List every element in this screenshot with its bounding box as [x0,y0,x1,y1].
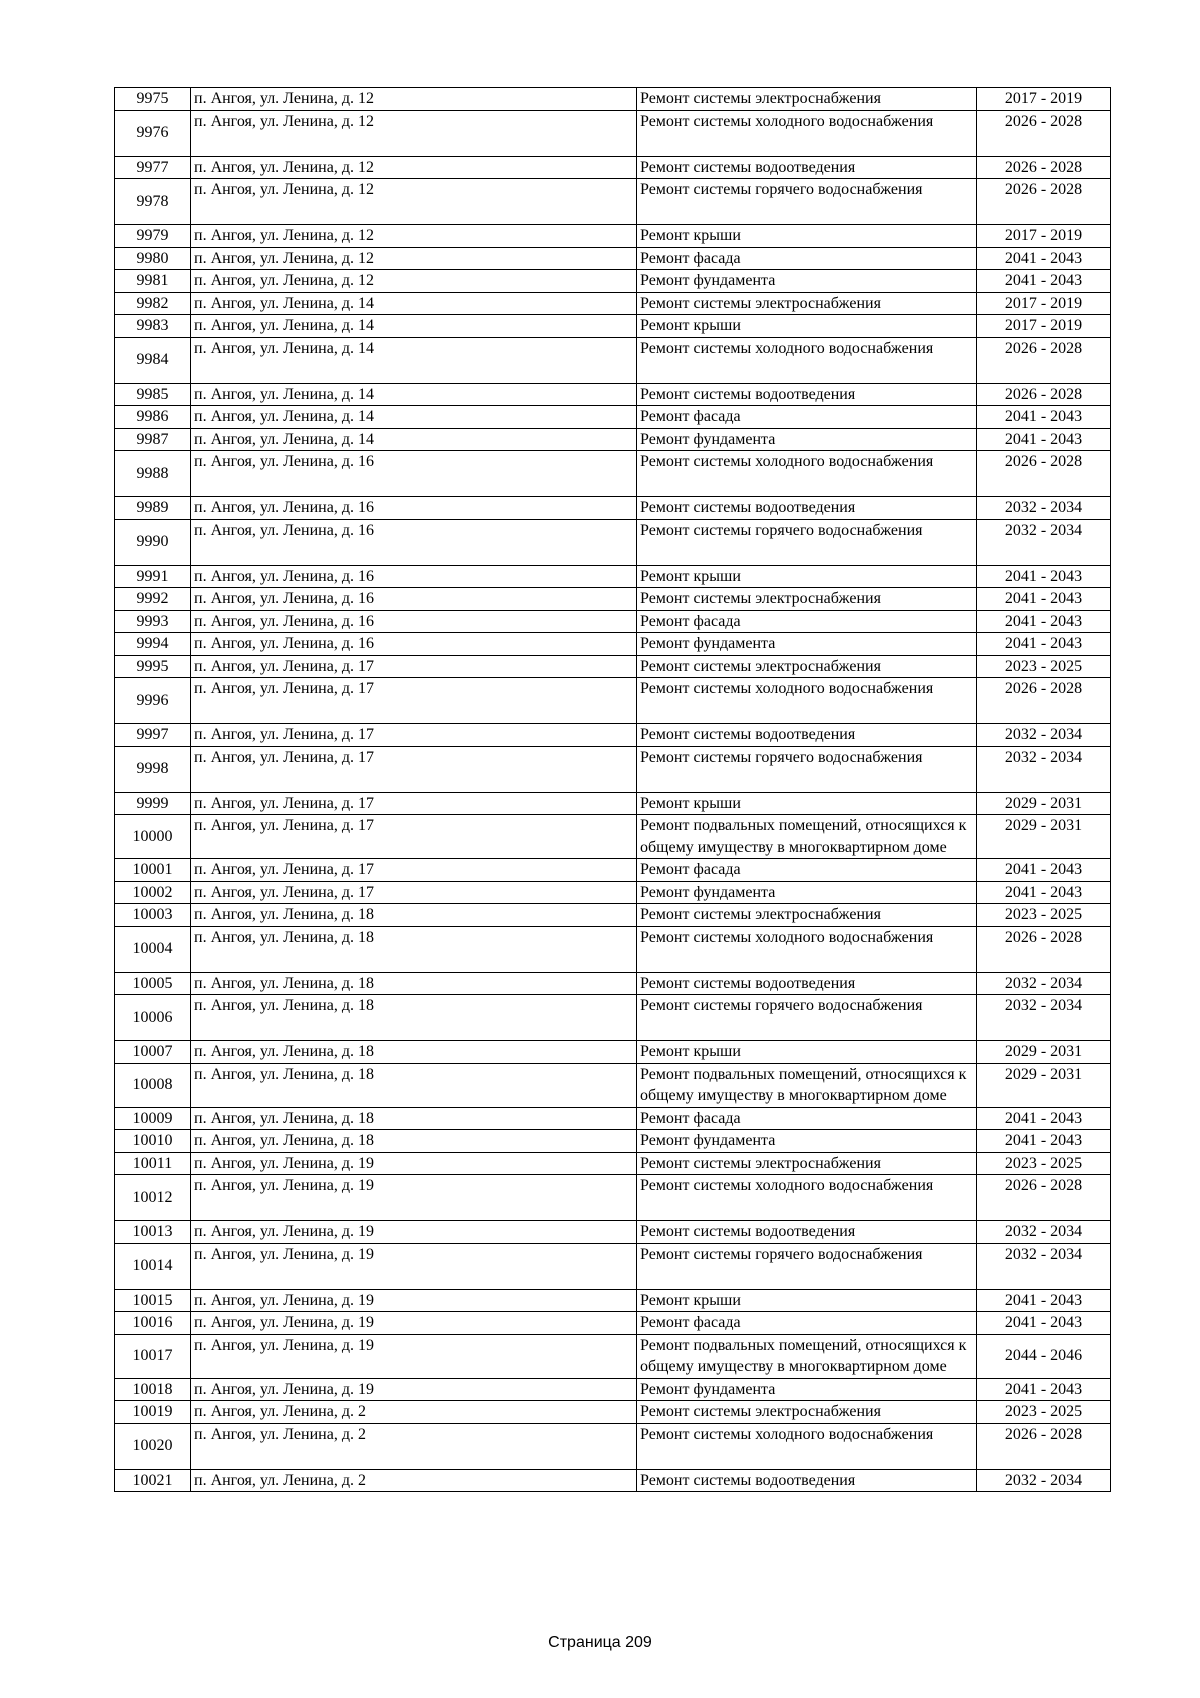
work-type-cell: Ремонт крыши [637,1041,977,1064]
row-number-cell: 9982 [115,292,191,315]
work-type-cell: Ремонт системы водоотведения [637,497,977,520]
period-cell: 2041 - 2043 [977,1130,1111,1153]
address-cell: п. Ангоя, ул. Ленина, д. 14 [191,292,637,315]
period-cell: 2026 - 2028 [977,926,1111,972]
row-number-cell: 9980 [115,247,191,270]
address-cell: п. Ангоя, ул. Ленина, д. 2 [191,1401,637,1424]
row-number-cell: 10013 [115,1221,191,1244]
row-number-cell: 10001 [115,859,191,882]
work-type-cell: Ремонт системы горячего водоснабжения [637,1243,977,1289]
address-cell: п. Ангоя, ул. Ленина, д. 16 [191,565,637,588]
table-row [115,110,1111,156]
address-cell: п. Ангоя, ул. Ленина, д. 18 [191,904,637,927]
row-number-cell: 9998 [115,746,191,792]
row-number-cell: 9992 [115,588,191,611]
row-number-cell: 9995 [115,655,191,678]
address-cell: п. Ангоя, ул. Ленина, д. 17 [191,792,637,815]
period-cell: 2032 - 2034 [977,746,1111,792]
table-row [115,1041,1111,1064]
address-cell: п. Ангоя, ул. Ленина, д. 12 [191,88,637,111]
address-cell: п. Ангоя, ул. Ленина, д. 18 [191,1107,637,1130]
row-number-cell: 9987 [115,428,191,451]
table-row [115,1152,1111,1175]
table-row [115,519,1111,565]
work-type-cell: Ремонт подвальных помещений, относящихся к общему имуществу в многоквартирном доме [637,1063,977,1107]
page-number: Страница 209 [548,1634,652,1651]
address-cell: п. Ангоя, ул. Ленина, д. 16 [191,497,637,520]
row-number-cell: 9975 [115,88,191,111]
work-type-cell: Ремонт крыши [637,792,977,815]
table-row [115,588,1111,611]
period-cell: 2029 - 2031 [977,815,1111,859]
work-type-cell: Ремонт системы холодного водоснабжения [637,1175,977,1221]
period-cell: 2026 - 2028 [977,1175,1111,1221]
row-number-cell: 9986 [115,406,191,429]
work-type-cell: Ремонт фундамента [637,1378,977,1401]
address-cell: п. Ангоя, ул. Ленина, д. 18 [191,1041,637,1064]
work-type-cell: Ремонт системы холодного водоснабжения [637,1423,977,1469]
period-cell: 2026 - 2028 [977,451,1111,497]
work-type-cell: Ремонт фасада [637,1312,977,1335]
work-type-cell: Ремонт системы холодного водоснабжения [637,110,977,156]
table-row [115,859,1111,882]
work-type-cell: Ремонт крыши [637,565,977,588]
address-cell: п. Ангоя, ул. Ленина, д. 12 [191,156,637,179]
work-type-cell: Ремонт фундамента [637,1130,977,1153]
row-number-cell: 10015 [115,1289,191,1312]
table-row [115,678,1111,724]
work-type-cell: Ремонт системы водоотведения [637,972,977,995]
address-cell: п. Ангоя, ул. Ленина, д. 12 [191,225,637,248]
address-cell: п. Ангоя, ул. Ленина, д. 14 [191,383,637,406]
address-cell: п. Ангоя, ул. Ленина, д. 17 [191,746,637,792]
row-number-cell: 9990 [115,519,191,565]
period-cell: 2026 - 2028 [977,156,1111,179]
work-type-cell: Ремонт фасада [637,1107,977,1130]
work-type-cell: Ремонт системы горячего водоснабжения [637,179,977,225]
table-row [115,926,1111,972]
table-row [115,270,1111,293]
table-row [115,179,1111,225]
row-number-cell: 9993 [115,610,191,633]
address-cell: п. Ангоя, ул. Ленина, д. 14 [191,315,637,338]
work-type-cell: Ремонт системы электроснабжения [637,1152,977,1175]
period-cell: 2044 - 2046 [977,1334,1111,1378]
work-type-cell: Ремонт системы электроснабжения [637,88,977,111]
row-number-cell: 9994 [115,633,191,656]
row-number-cell: 10018 [115,1378,191,1401]
row-number-cell: 9984 [115,337,191,383]
row-number-cell: 10006 [115,995,191,1041]
period-cell: 2032 - 2034 [977,972,1111,995]
period-cell: 2017 - 2019 [977,225,1111,248]
address-cell: п. Ангоя, ул. Ленина, д. 17 [191,881,637,904]
period-cell: 2023 - 2025 [977,655,1111,678]
work-type-cell: Ремонт крыши [637,225,977,248]
period-cell: 2032 - 2034 [977,497,1111,520]
period-cell: 2023 - 2025 [977,1401,1111,1424]
table-row [115,225,1111,248]
address-cell: п. Ангоя, ул. Ленина, д. 16 [191,451,637,497]
period-cell: 2041 - 2043 [977,633,1111,656]
period-cell: 2017 - 2019 [977,292,1111,315]
address-cell: п. Ангоя, ул. Ленина, д. 16 [191,633,637,656]
address-cell: п. Ангоя, ул. Ленина, д. 17 [191,815,637,859]
work-type-cell: Ремонт фасада [637,406,977,429]
work-type-cell: Ремонт системы горячего водоснабжения [637,519,977,565]
row-number-cell: 9991 [115,565,191,588]
address-cell: п. Ангоя, ул. Ленина, д. 16 [191,588,637,611]
table-row [115,972,1111,995]
work-type-cell: Ремонт системы холодного водоснабжения [637,926,977,972]
table-row [115,1334,1111,1378]
period-cell: 2026 - 2028 [977,383,1111,406]
period-cell: 2041 - 2043 [977,588,1111,611]
table-row [115,292,1111,315]
table-body [115,88,1111,1492]
table-row [115,633,1111,656]
address-cell: п. Ангоя, ул. Ленина, д. 12 [191,247,637,270]
table-row [115,1312,1111,1335]
period-cell: 2041 - 2043 [977,1289,1111,1312]
table-row [115,1130,1111,1153]
work-type-cell: Ремонт системы холодного водоснабжения [637,337,977,383]
table-row [115,337,1111,383]
work-type-cell: Ремонт подвальных помещений, относящихся к общему имуществу в многоквартирном доме [637,815,977,859]
row-number-cell: 10000 [115,815,191,859]
table-row [115,610,1111,633]
table-row [115,247,1111,270]
table-row [115,904,1111,927]
period-cell: 2032 - 2034 [977,995,1111,1041]
period-cell: 2041 - 2043 [977,565,1111,588]
table-row [115,881,1111,904]
row-number-cell: 10021 [115,1469,191,1492]
table-row [115,1175,1111,1221]
period-cell: 2032 - 2034 [977,519,1111,565]
address-cell: п. Ангоя, ул. Ленина, д. 17 [191,678,637,724]
table-row [115,428,1111,451]
table-row [115,315,1111,338]
period-cell: 2032 - 2034 [977,724,1111,747]
address-cell: п. Ангоя, ул. Ленина, д. 16 [191,610,637,633]
period-cell: 2041 - 2043 [977,406,1111,429]
work-type-cell: Ремонт фасада [637,610,977,633]
row-number-cell: 10002 [115,881,191,904]
address-cell: п. Ангоя, ул. Ленина, д. 18 [191,926,637,972]
row-number-cell: 9988 [115,451,191,497]
row-number-cell: 10009 [115,1107,191,1130]
period-cell: 2041 - 2043 [977,428,1111,451]
work-type-cell: Ремонт фундамента [637,633,977,656]
row-number-cell: 10008 [115,1063,191,1107]
work-type-cell: Ремонт системы электроснабжения [637,1401,977,1424]
table-row [115,88,1111,111]
table-row [115,406,1111,429]
row-number-cell: 9977 [115,156,191,179]
period-cell: 2041 - 2043 [977,247,1111,270]
address-cell: п. Ангоя, ул. Ленина, д. 19 [191,1152,637,1175]
period-cell: 2026 - 2028 [977,337,1111,383]
row-number-cell: 9989 [115,497,191,520]
table-row [115,655,1111,678]
row-number-cell: 10019 [115,1401,191,1424]
work-type-cell: Ремонт фундамента [637,428,977,451]
address-cell: п. Ангоя, ул. Ленина, д. 18 [191,1130,637,1153]
address-cell: п. Ангоя, ул. Ленина, д. 19 [191,1289,637,1312]
table-row [115,1401,1111,1424]
row-number-cell: 10003 [115,904,191,927]
row-number-cell: 10005 [115,972,191,995]
table-row [115,1243,1111,1289]
table-row [115,1063,1111,1107]
row-number-cell: 10020 [115,1423,191,1469]
address-cell: п. Ангоя, ул. Ленина, д. 12 [191,270,637,293]
work-type-cell: Ремонт системы горячего водоснабжения [637,746,977,792]
row-number-cell: 10012 [115,1175,191,1221]
row-number-cell: 9997 [115,724,191,747]
table-row [115,497,1111,520]
table-row [115,1107,1111,1130]
address-cell: п. Ангоя, ул. Ленина, д. 19 [191,1243,637,1289]
work-type-cell: Ремонт системы электроснабжения [637,588,977,611]
period-cell: 2032 - 2034 [977,1221,1111,1244]
period-cell: 2026 - 2028 [977,179,1111,225]
work-type-cell: Ремонт системы водоотведения [637,1221,977,1244]
table-row [115,565,1111,588]
period-cell: 2017 - 2019 [977,88,1111,111]
work-type-cell: Ремонт системы водоотведения [637,1469,977,1492]
row-number-cell: 10010 [115,1130,191,1153]
work-type-cell: Ремонт системы холодного водоснабжения [637,678,977,724]
table-row [115,1469,1111,1492]
address-cell: п. Ангоя, ул. Ленина, д. 14 [191,337,637,383]
address-cell: п. Ангоя, ул. Ленина, д. 19 [191,1175,637,1221]
table-row [115,1378,1111,1401]
work-type-cell: Ремонт крыши [637,1289,977,1312]
period-cell: 2026 - 2028 [977,110,1111,156]
work-type-cell: Ремонт системы водоотведения [637,724,977,747]
row-number-cell: 10014 [115,1243,191,1289]
work-type-cell: Ремонт фундамента [637,881,977,904]
address-cell: п. Ангоя, ул. Ленина, д. 19 [191,1312,637,1335]
period-cell: 2029 - 2031 [977,792,1111,815]
table-row [115,1289,1111,1312]
work-type-cell: Ремонт подвальных помещений, относящихся к общему имуществу в многоквартирном доме [637,1334,977,1378]
address-cell: п. Ангоя, ул. Ленина, д. 18 [191,995,637,1041]
work-type-cell: Ремонт фасада [637,247,977,270]
address-cell: п. Ангоя, ул. Ленина, д. 19 [191,1378,637,1401]
address-cell: п. Ангоя, ул. Ленина, д. 17 [191,859,637,882]
work-type-cell: Ремонт системы электроснабжения [637,655,977,678]
row-number-cell: 9978 [115,179,191,225]
row-number-cell: 9996 [115,678,191,724]
table-row [115,1221,1111,1244]
work-type-cell: Ремонт системы водоотведения [637,156,977,179]
row-number-cell: 10016 [115,1312,191,1335]
table-row [115,451,1111,497]
row-number-cell: 9983 [115,315,191,338]
row-number-cell: 9981 [115,270,191,293]
work-type-cell: Ремонт системы электроснабжения [637,904,977,927]
row-number-cell: 9999 [115,792,191,815]
period-cell: 2029 - 2031 [977,1063,1111,1107]
row-number-cell: 10011 [115,1152,191,1175]
period-cell: 2041 - 2043 [977,1107,1111,1130]
table-row [115,156,1111,179]
address-cell: п. Ангоя, ул. Ленина, д. 14 [191,428,637,451]
address-cell: п. Ангоя, ул. Ленина, д. 14 [191,406,637,429]
period-cell: 2032 - 2034 [977,1469,1111,1492]
address-cell: п. Ангоя, ул. Ленина, д. 17 [191,655,637,678]
address-cell: п. Ангоя, ул. Ленина, д. 12 [191,110,637,156]
period-cell: 2041 - 2043 [977,1378,1111,1401]
row-number-cell: 9976 [115,110,191,156]
table-row [115,724,1111,747]
period-cell: 2032 - 2034 [977,1243,1111,1289]
table-row [115,815,1111,859]
period-cell: 2041 - 2043 [977,1312,1111,1335]
work-type-cell: Ремонт крыши [637,315,977,338]
address-cell: п. Ангоя, ул. Ленина, д. 17 [191,724,637,747]
address-cell: п. Ангоя, ул. Ленина, д. 19 [191,1334,637,1378]
period-cell: 2041 - 2043 [977,881,1111,904]
address-cell: п. Ангоя, ул. Ленина, д. 18 [191,1063,637,1107]
work-type-cell: Ремонт фундамента [637,270,977,293]
work-type-cell: Ремонт системы горячего водоснабжения [637,995,977,1041]
period-cell: 2041 - 2043 [977,610,1111,633]
address-cell: п. Ангоя, ул. Ленина, д. 2 [191,1423,637,1469]
table-row [115,792,1111,815]
table-row [115,746,1111,792]
row-number-cell: 9979 [115,225,191,248]
address-cell: п. Ангоя, ул. Ленина, д. 16 [191,519,637,565]
table-row [115,1423,1111,1469]
work-type-cell: Ремонт системы холодного водоснабжения [637,451,977,497]
repair-schedule-table [114,87,1111,1492]
address-cell: п. Ангоя, ул. Ленина, д. 2 [191,1469,637,1492]
address-cell: п. Ангоя, ул. Ленина, д. 12 [191,179,637,225]
row-number-cell: 10017 [115,1334,191,1378]
period-cell: 2029 - 2031 [977,1041,1111,1064]
period-cell: 2017 - 2019 [977,315,1111,338]
work-type-cell: Ремонт системы электроснабжения [637,292,977,315]
address-cell: п. Ангоя, ул. Ленина, д. 19 [191,1221,637,1244]
period-cell: 2026 - 2028 [977,1423,1111,1469]
period-cell: 2041 - 2043 [977,859,1111,882]
period-cell: 2026 - 2028 [977,678,1111,724]
period-cell: 2023 - 2025 [977,904,1111,927]
row-number-cell: 10004 [115,926,191,972]
period-cell: 2023 - 2025 [977,1152,1111,1175]
period-cell: 2041 - 2043 [977,270,1111,293]
table-row [115,995,1111,1041]
table-row [115,383,1111,406]
row-number-cell: 9985 [115,383,191,406]
work-type-cell: Ремонт фасада [637,859,977,882]
work-type-cell: Ремонт системы водоотведения [637,383,977,406]
address-cell: п. Ангоя, ул. Ленина, д. 18 [191,972,637,995]
row-number-cell: 10007 [115,1041,191,1064]
